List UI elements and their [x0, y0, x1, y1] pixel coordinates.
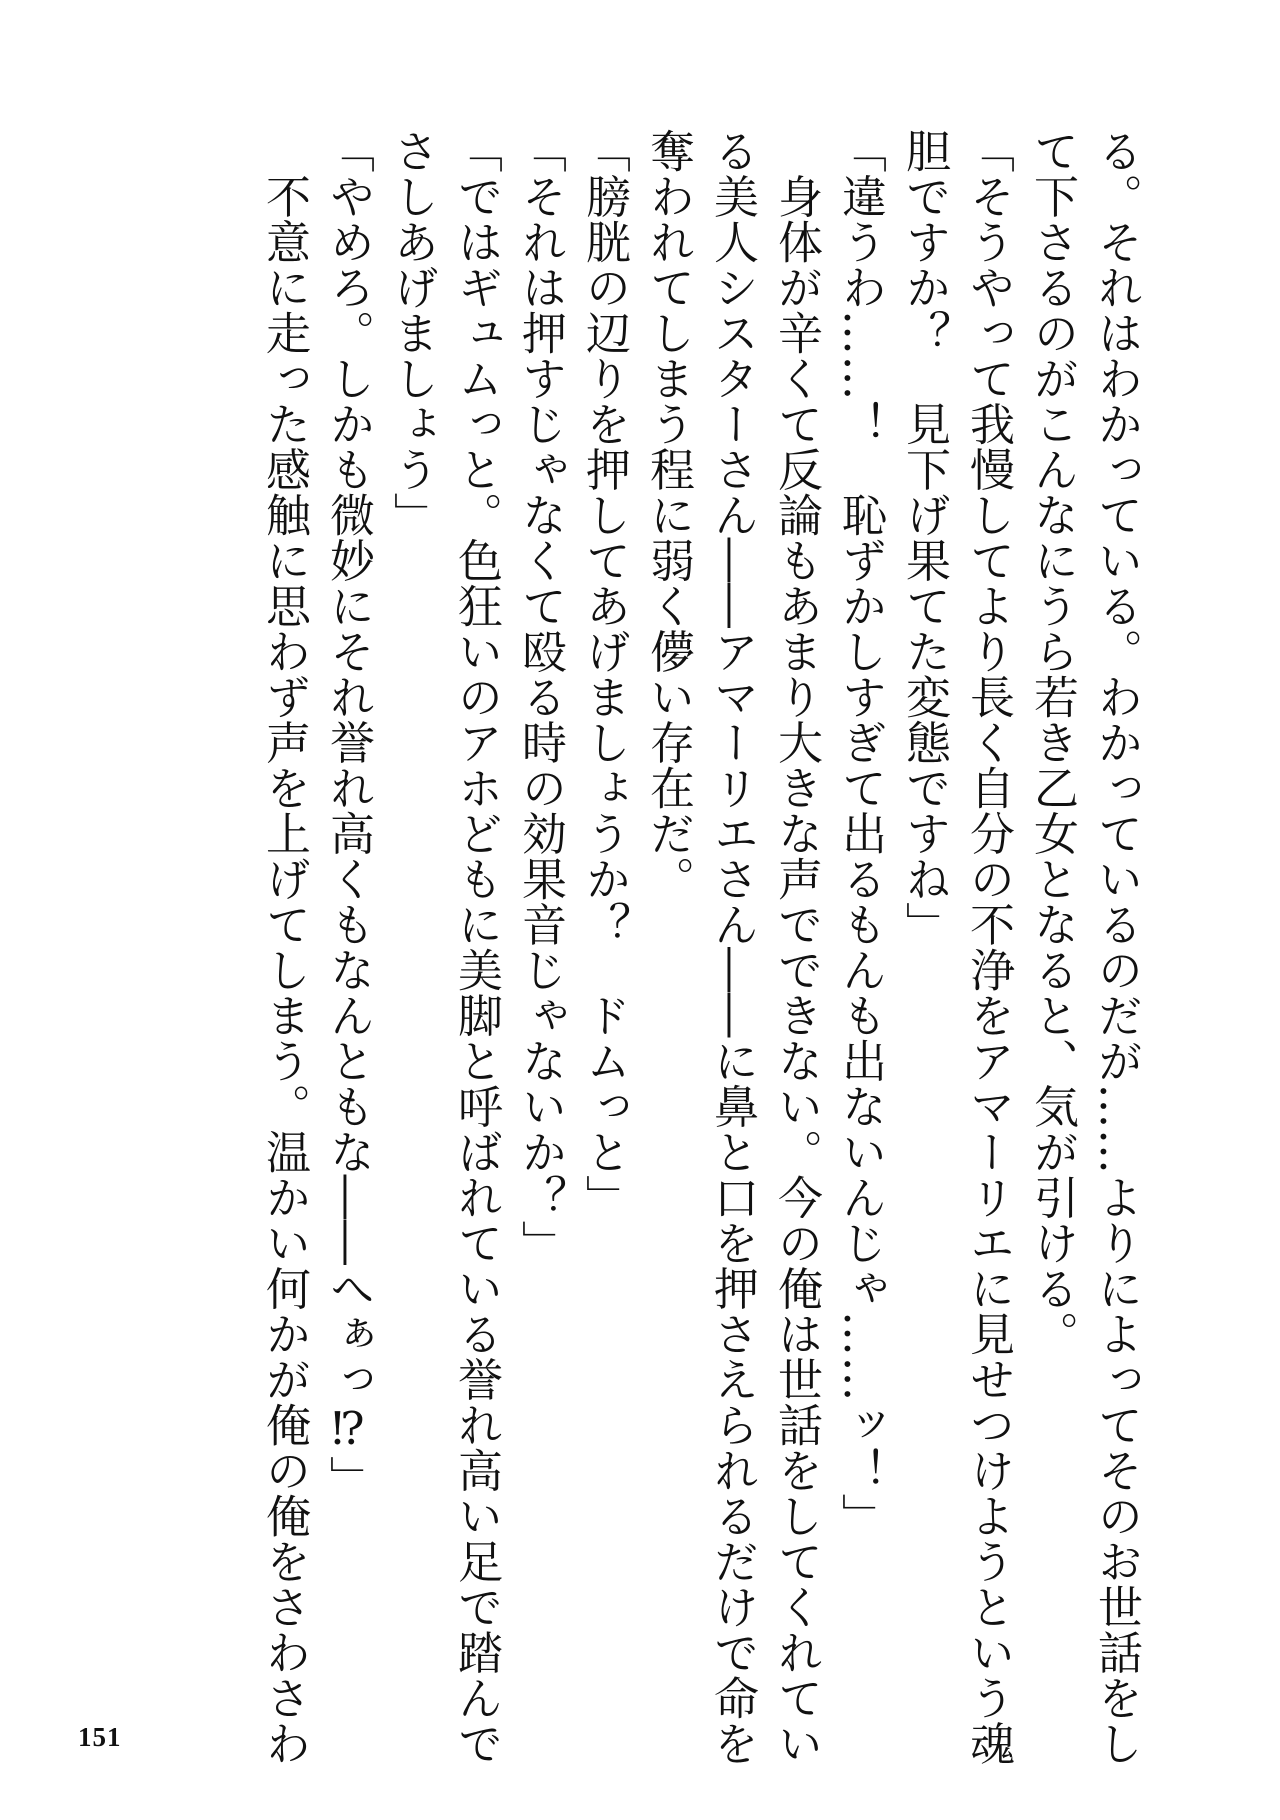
text-line: て下さるのがこんなにうら若き乙女となると、気が引ける。: [1026, 128, 1079, 1357]
body-text: [252, 128, 1148, 1766]
text-line: 「それは押すじゃなくて殴る時の効果音じゃないか？」: [514, 128, 567, 1266]
text-line: さしあげましょう」: [386, 128, 439, 538]
text-line: 不意に走った感触に思わず声を上げてしまう。温かい何かが俺の俺をさわさわ: [258, 128, 311, 1766]
text-line: 身体が辛くて反論もあまり大きな声でできない。今の俺は世話をしてくれてい: [770, 128, 823, 1766]
text-line: る。それはわかっている。わかっているのだが……よりによってそのお世話をし: [1090, 128, 1143, 1766]
text-line: 「ではギュムっと。色狂いのアホどもに美脚と呼ばれている誉れ高い足で踏んで: [450, 128, 503, 1766]
text-line: 胆ですか？ 見下げ果てた変態ですね」: [898, 128, 951, 947]
text-line: 「そうやって我慢してより長く自分の不浄をアマーリエに見せつけようという魂: [962, 128, 1015, 1766]
text-line: 奪われてしまう程に弱く儚い存在だ。: [642, 128, 695, 902]
text-line: 「膀胱の辺りを押してあげましょうか？ ドムっと」: [578, 128, 631, 1220]
text-line: 「違うわ……！ 恥ずかしすぎて出るもんも出ないんじゃ……ッ！」: [834, 128, 887, 1539]
page-number: 151: [78, 1722, 122, 1752]
text-line: 「やめろ。しかも微妙にそれ誉れ高くもなんともな――へぁっ⁉」: [322, 128, 375, 1501]
text-line: る美人シスターさん――アマーリエさん――に鼻と口を押さえられるだけで命を: [706, 128, 759, 1766]
